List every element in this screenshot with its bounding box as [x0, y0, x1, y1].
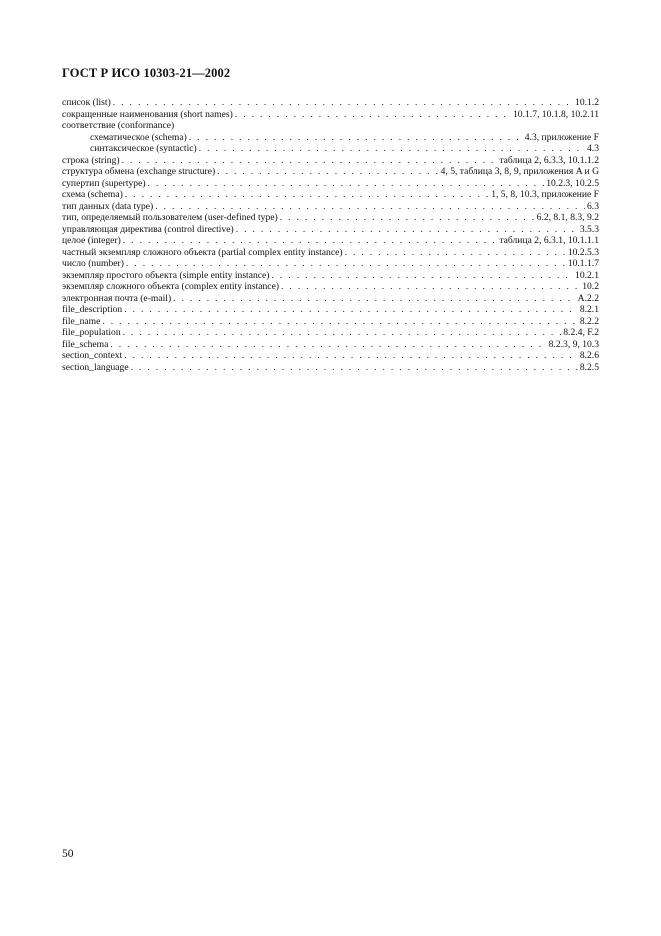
leader-dots [124, 304, 578, 316]
index-reference: таблица 2, 6.3.1, 10.1.1.1 [499, 235, 599, 246]
leader-dots [280, 212, 535, 224]
index-term: экземпляр простого объекта (simple entity instance) [62, 269, 270, 281]
index-entry-schema [62, 189, 599, 201]
index-term: строка (string) [62, 154, 120, 166]
index-term: структура обмена (exchange structure) [62, 166, 216, 177]
index-entry-number [62, 258, 599, 270]
index-reference: 3.5.3 [579, 223, 599, 235]
index-reference: 10.2.3, 10.2.5 [546, 177, 599, 189]
index-term: управляющая директива (control directive) [62, 223, 234, 235]
index-term: целое (integer) [62, 235, 121, 246]
leader-dots [272, 270, 574, 282]
index-term: список (list) [62, 97, 111, 108]
index-reference: 8.2.5 [579, 361, 599, 373]
leader-dots [235, 109, 511, 121]
page-number: 50 [62, 848, 74, 860]
index-entry-file-population [62, 327, 599, 339]
leader-dots [131, 362, 578, 374]
leader-dots [281, 281, 580, 293]
index-term: тип, определяемый пользователем (user-defined type) [62, 212, 278, 223]
subject-index [62, 97, 599, 373]
index-term: сокращенные наименования (short names) [62, 108, 233, 120]
index-term: схема (schema) [62, 189, 123, 200]
leader-dots [236, 224, 578, 236]
leader-dots [155, 201, 585, 213]
index-term: file_population [62, 327, 121, 338]
index-reference: 4.3 [587, 143, 599, 154]
index-entry-simple-entity-instance [62, 270, 599, 282]
index-entry-user-defined-type [62, 212, 599, 224]
leader-dots [122, 155, 498, 167]
index-term: file_description [62, 304, 123, 315]
index-term: супертип (supertype) [62, 177, 146, 189]
index-term: соответствие (conformance) [62, 120, 175, 131]
index-entry-file-name [62, 316, 599, 328]
leader-dots [189, 132, 523, 144]
index-entry-control-directive [62, 224, 599, 236]
index-reference: 10.2.1 [575, 269, 599, 281]
index-reference: 8.2.1 [579, 304, 599, 315]
index-term: file_name [62, 315, 101, 327]
index-entry-e-mail [62, 293, 599, 305]
index-entry-supertype [62, 178, 599, 190]
leader-dots [126, 258, 566, 270]
leader-dots [124, 350, 578, 362]
leader-dots [148, 178, 545, 190]
index-term: схематическое (schema) [90, 131, 187, 143]
index-reference: 8.2.3, 9, 10.3 [548, 338, 599, 350]
leader-dots [102, 316, 577, 328]
index-reference: 8.2.4, F.2 [563, 327, 599, 338]
index-reference: 4.3, приложение F [524, 131, 599, 143]
index-reference: 8.2.6 [579, 350, 599, 361]
index-reference: 10.1.1.7 [567, 258, 599, 269]
index-entry-list [62, 97, 599, 109]
index-term: синтаксическое (syntactic) [90, 143, 197, 154]
index-entry-file-description [62, 304, 599, 316]
index-reference: таблица 2, 6.3.3, 10.1.1.2 [499, 154, 599, 166]
index-entry-file-schema [62, 339, 599, 351]
index-term: file_schema [62, 338, 109, 350]
index-reference: 4, 5, таблица 3, 8, 9, приложения A и G [440, 166, 599, 177]
index-entry-exchange-structure [62, 166, 599, 178]
leader-dots [345, 247, 566, 259]
leader-dots [110, 339, 546, 351]
index-entry-short-names [62, 109, 599, 121]
index-entry-partial-complex-entity-instance [62, 247, 599, 259]
leader-dots [125, 189, 489, 201]
index-reference: 10.2 [582, 281, 599, 292]
index-reference: 6.3 [587, 200, 599, 212]
index-entry-section-context [62, 350, 599, 362]
leader-dots [123, 327, 562, 339]
index-reference: 10.2.5.3 [567, 246, 599, 258]
leader-dots [173, 293, 576, 305]
index-reference: 6.2, 8.1, 8.3, 9.2 [536, 212, 599, 223]
index-reference: 10.1.7, 10.1.8, 10.2.11 [513, 108, 599, 120]
index-reference: 10.1.2 [575, 97, 599, 108]
leader-dots [217, 166, 438, 178]
index-entry-complex-entity-instance [62, 281, 599, 293]
index-term: электронная почта (e-mail) [62, 292, 172, 304]
index-entry-integer [62, 235, 599, 247]
index-reference: 8.2.2 [579, 315, 599, 327]
index-entry-conformance [62, 120, 599, 132]
index-entry-data-type [62, 201, 599, 213]
index-subentry-syntactic-conformance [62, 143, 599, 155]
index-entry-section-language [62, 362, 599, 374]
index-term: частный экземпляр сложного объекта (partial complex entity instance) [62, 246, 343, 258]
leader-dots [199, 143, 585, 155]
index-term: экземпляр сложного объекта (complex entity instance) [62, 281, 280, 292]
index-reference: A.2.2 [577, 292, 599, 304]
document-header: ГОСТ Р ИСО 10303-21—2002 [62, 66, 231, 80]
index-term: тип данных (data type) [62, 200, 154, 212]
index-term: section_language [62, 361, 129, 373]
index-entry-string [62, 155, 599, 167]
index-term: section_context [62, 350, 123, 361]
index-subentry-schema-conformance [62, 132, 599, 144]
leader-dots [123, 235, 498, 247]
index-term: число (number) [62, 258, 124, 269]
index-reference: 1, 5, 8, 10.3, приложение F [491, 189, 599, 200]
leader-dots [113, 97, 573, 109]
